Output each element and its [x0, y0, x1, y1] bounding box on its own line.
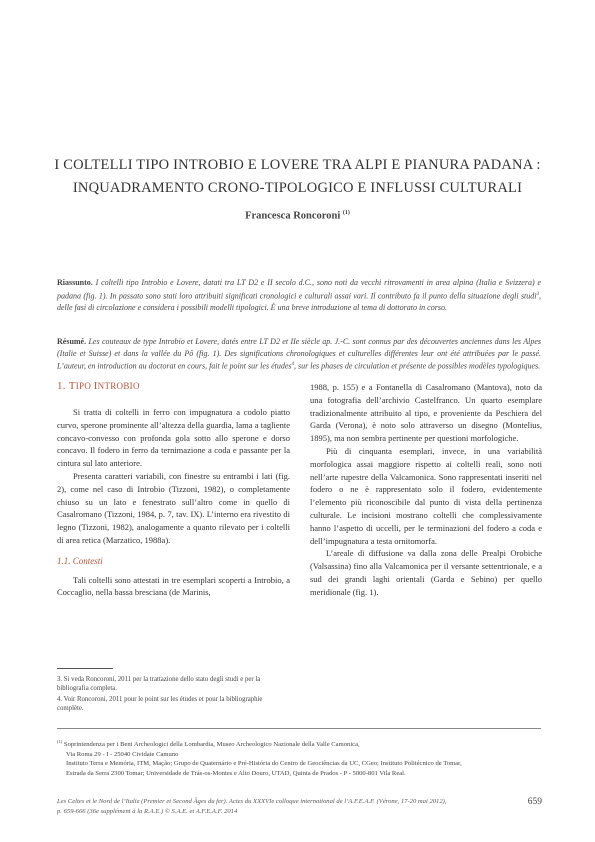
affiliation-mark: (1) [57, 739, 63, 744]
affiliation-line-2: Via Roma 29 - I - 25040 Cividate Camuno [66, 750, 179, 758]
paragraph: Più di cinquanta esemplari, invece, in una variabilità morfologica assai maggiore rispetto ai coltelli reali, sono noti nell’arte rupestre della Valcamonica. Sono rappresentati inseriti nel fodero o ne è rappresentato solo il fodero, evidentemente l’elemento più riconoscibile dal punto di vista della pertinenza culturale. Le incisioni mostrano coltelli che complessivamente hanno l’aspetto di uccelli, per le terminazioni del fodero a coda e dell’impugnatura a testa ornitomorfa. [310, 445, 542, 546]
resume-text-b: , sur les phases de circulation et présente de possibles modèles typologiques. [294, 361, 541, 371]
section-heading [57, 380, 140, 392]
subsection-heading: 1.1. Contesti [57, 555, 103, 566]
riassunto [57, 277, 541, 313]
footnote-3: 3. Si veda Roncoroni, 2011 per la trattazione dello stato degli studi e per la bibliografia completa. [57, 676, 261, 693]
section-word-2: NTROBIO [97, 381, 140, 391]
resume [57, 336, 541, 372]
affiliation-text-1: Soprintendenza per i Beni Archeologici della Lombardia, Museo Archeologico Nazionale della Valle Camonica, [62, 741, 360, 749]
affiliation-line-3: Instituto Terra e Memória, ITM, Mação; Grupo de Quaternário e Pré-História do Centro de Geociências da UC, CGeo; Instituto Politécnico de Tomar, [66, 760, 462, 768]
running-footer [57, 797, 507, 816]
footnote-4: 4. Voir Roncoroni, 2011 pour le point sur les études et pour la bibliographie complète. [57, 696, 263, 713]
riassunto-text-b: , delle fasi di circolazione e considera i possibili modelli tipologici. È una breve introduzione al tema di dottorato in corso. [57, 291, 541, 312]
section-number: 1. [57, 380, 69, 392]
paper-title [40, 154, 555, 200]
author-mark: (1) [342, 210, 350, 216]
section-word-1: IPO [75, 381, 94, 391]
footer-line-1: Les Celtes et le Nord de l’Italie (Premier et Second Âges du fer). Actes du XXXVIe colloque international de l’A.F.E.A.F. (Vérone, 17-20 mai 2012), [57, 798, 447, 805]
section-initial-2: I [93, 380, 98, 392]
title-line-1: I COLTELLI TIPO INTROBIO E LOVERE TRA ALPI E PIANURA PADANA : [54, 157, 541, 173]
resume-text-a: Les couteaux de type Introbio et Lovere, datés entre LT D2 et IIe siècle ap. J.-C. sont connus par des découvertes anciennes dans les Alpes (Italie et Suisse) et dans la vallée du Pô (fig. 1). Des significations chronologiques et culturelles différentes leur ont été attribuées par le passé. L’auteur, en introduction au doctorat en cours, fait le point sur les études [57, 337, 541, 371]
affiliation [57, 737, 541, 779]
left-column [57, 406, 290, 599]
author-name: Francesca Roncoroni [245, 210, 341, 222]
title-line-2: INQUADRAMENTO CRONO-TIPOLOGICO E INFLUSSI CULTURALI [72, 180, 523, 196]
affiliation-rule [57, 728, 541, 729]
paragraph: Tali coltelli sono attestati in tre esemplari scoperti a Introbio, a Coccaglio, nella bassa bresciana (de Marinis, [57, 574, 290, 598]
section-initial: T [68, 380, 76, 392]
right-column [310, 381, 542, 599]
affiliation-line-1 [57, 737, 541, 750]
paragraph: 1988, p. 155) e a Fontanella di Casalromano (Mantova), noto da una fotografia dell’archivio Castelfranco. Un quarto esemplare tradizionalmente attribuito al tipo, e proveniente da Peschiera del Garda (Verona), è noto solo attraverso un disegno (Montelius, 1895), ma non sembra pertinente per questioni morfologiche. [310, 382, 542, 444]
riassunto-text-a: I coltelli tipo Introbio e Lovere, datati tra LT D2 e II secolo d.C., sono noti da vecchi ritrovamenti in area alpina (Italia e Svizzera) e padana (fig. 1). In passato sono stati loro attribuiti significati cronologici e culturali assai vari. Il contributo fa il punto della situazione degli studi [57, 278, 541, 301]
author [40, 210, 555, 222]
page-number: 659 [527, 797, 542, 807]
paragraph: Presenta caratteri variabili, con finestre su entrambi i lati (fig. 2), come nel caso di Introbio (Tizzoni, 1982), o completamente chiuso su un lato e fenestrato sull’altro come in quello di Casalromano (Tizzoni, 1984, p. 7, tav. IX). L’interno era rivestito di legno (Tizzoni, 1982), analogamente a quanto rilevato per i coltelli di area retica (Marzatico, 1988a). [57, 470, 290, 545]
resume-sup: 4 [291, 362, 294, 368]
resume-label: Résumé. [57, 337, 87, 346]
affiliation-line-4: Estrada da Serra 2300 Tomar; Universidade de Trás-os-Montes e Alto Douro, UTAD, Quinta de Prados - P - 5000-801 Vila Real. [66, 769, 406, 777]
paragraph: Si tratta di coltelli in ferro con impugnatura a codolo piatto curvo, sperone prominente all’altezza della guardia, lama a tagliente concavo-convesso con profonda gola sotto allo sperone e dorso concavo. Il fodero in ferro da ternimazione a coda e passante per la cintura sul lato anteriore. [57, 407, 290, 469]
paragraph: L’areale di diffusione va dalla zona delle Prealpi Orobiche (Valsassina) fino alla Valcamonica per il versante settentrionale, e a sud dei grandi laghi orientali (Garda e Sebino) per quello meridionale (fig. 1). [310, 548, 542, 597]
riassunto-sup: 3 [536, 291, 539, 297]
footer-line-2: p. 659-666 (36e supplément à la R.A.E.) © S.A.E. et A.F.E.A.F. 2014 [57, 807, 238, 815]
riassunto-label: Riassunto. [57, 278, 93, 287]
footnote-rule [57, 668, 113, 669]
